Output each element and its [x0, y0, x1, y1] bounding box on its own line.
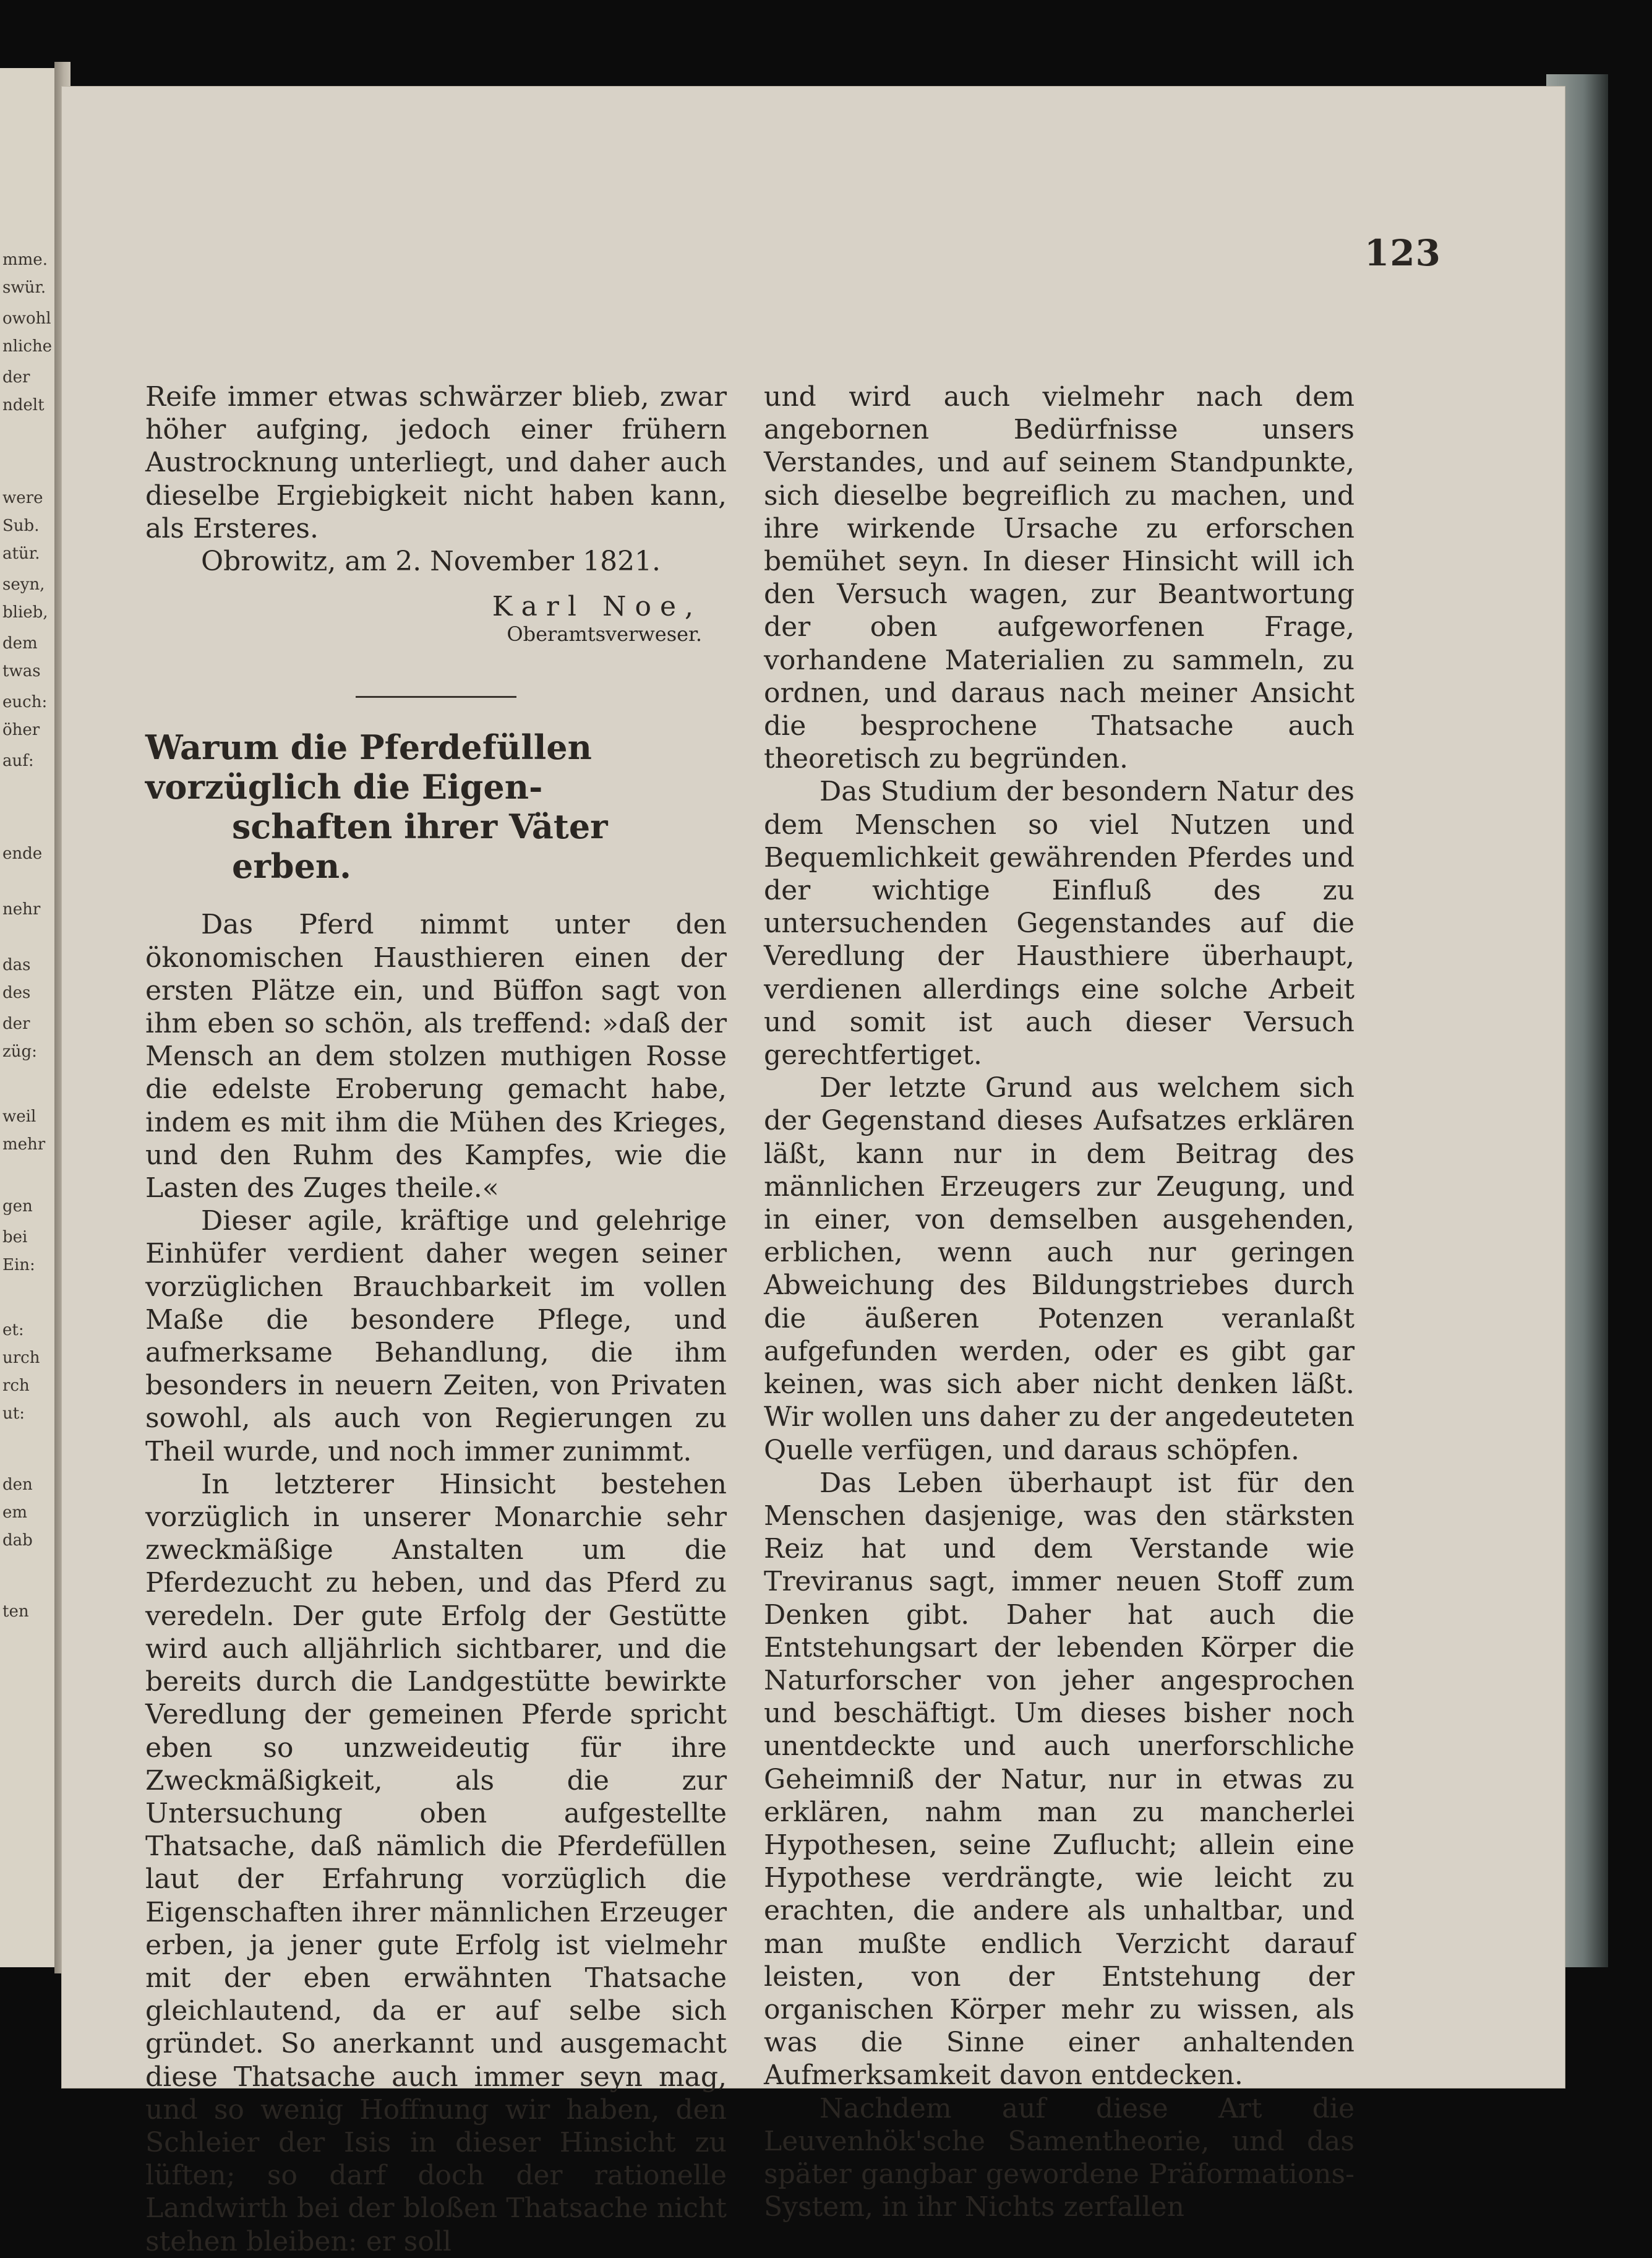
facing-page-fragment: nehr: [2, 900, 41, 919]
paragraph: Der letzte Grund aus welchem sich der Gegenstand dieses Aufsatzes erklären läßt, kann nur in dem Beitrag des männlichen Erzeugers zur Zeugung, und in einer, von demselben ausgehenden, erblichen, wenn auch nur geringen Abweichung des Bildungstriebes durch die äußeren Potenzen veranlaßt aufgefunden werden, oder es gibt gar keinen, was sich aber nicht denken läßt. Wir wollen uns daher zu der angedeuteten Quelle verfügen, und daraus schöpfen.: [764, 1072, 1355, 1466]
facing-page-fragment: auf:: [2, 752, 34, 770]
facing-page-fragment: ut:: [2, 1404, 25, 1423]
facing-page-fragment: der: [2, 1015, 30, 1033]
facing-page-fragment: gen: [2, 1197, 33, 1216]
facing-page-fragment: bei: [2, 1228, 28, 1247]
facing-page-fragment: Ein:: [2, 1256, 35, 1274]
facing-page-fragment: blieb,: [2, 603, 48, 622]
facing-page-fragment: das: [2, 956, 31, 974]
article-title: [145, 728, 727, 886]
paragraph: Dieser agile, kräftige und gelehrige Einhüfer verdient daher wegen seiner vorzüglichen Brauchbarkeit im vollen Maße die besondere Pflege, und aufmerksame Behandlung, die ihm besonders in neuern Zeiten, von Privaten sowohl, als auch von Regierungen zu Theil wurde, und noch immer zunimmt.: [145, 1205, 727, 1467]
paragraph: und wird auch vielmehr nach dem angebornen Bedürfnisse unsers Verstandes, und auf seinem Standpunkte, sich dieselbe begreiflich zu machen, und ihre wirkende Ursache zu erforschen bemühet seyn. In dieser Hinsicht will ich den Versuch wagen, zur Beantwortung der oben aufgeworfenen Frage, vorhandene Materialien zu sammeln, zu ordnen, und daraus nach meiner Ansicht die besprochene Thatsache auch theoretisch zu begründen.: [764, 381, 1355, 775]
facing-page-fragment: öher: [2, 721, 40, 739]
facing-page-fragment: züg:: [2, 1042, 37, 1061]
dateline: Obrowitz, am 2. November 1821.: [201, 546, 661, 578]
section-divider: [356, 696, 516, 698]
right-column: [764, 380, 1355, 2223]
facing-page-fragment: atür.: [2, 544, 40, 563]
continuation-paragraph: Reife immer etwas schwärzer blieb, zwar höher aufging, jedoch einer frühern Austrocknung unterliegt, und daher auch dieselbe Ergiebigkeit nicht haben kann, als Ersteres.: [145, 381, 727, 544]
facing-page-fragment: Sub.: [2, 517, 40, 535]
facing-page-fragment: mehr: [2, 1135, 46, 1154]
signature-name: Karl Noe,: [492, 591, 702, 623]
facing-page-fragment: ende: [2, 844, 43, 863]
article-title-line-2: schaften ihrer Väter erben.: [232, 807, 608, 886]
facing-page-fragment: dem: [2, 634, 38, 653]
signature-role: Oberamtsverweser.: [507, 622, 702, 646]
facing-page-fragment: dab: [2, 1531, 33, 1550]
paragraph: Nachdem auf diese Art die Leuvenhök'sche Samentheorie, und das später gangbar gewordene Präformations-System, in ihr Nichts zerfallen: [764, 2092, 1355, 2223]
facing-page-fragment: ndelt: [2, 396, 45, 414]
facing-page-fragment: euch:: [2, 693, 48, 711]
facing-page-fragment: twas: [2, 662, 41, 680]
paragraph: Das Pferd nimmt unter den ökonomischen Hausthieren einen der ersten Plätze ein, und Büffon sagt von ihm eben so schön, als treffend: »daß der Mensch an dem stolzen muthigen Rosse die edelste Eroberung gemacht habe, indem es mit ihm die Mühen des Krieges, und den Ruhm des Kampfes, wie die Lasten des Zuges theile.«: [145, 909, 727, 1204]
facing-page-fragment: et:: [2, 1321, 24, 1339]
facing-page-fragment: der: [2, 368, 30, 387]
facing-page-fragment: den: [2, 1475, 33, 1494]
left-column: [145, 380, 727, 2258]
facing-page-fragment: weil: [2, 1107, 36, 1126]
paragraph: Das Studium der besondern Natur des dem Menschen so viel Nutzen und Bequemlichkeit gewährenden Pferdes und der wichtige Einfluß des zu untersuchenden Gegenstandes auf die Veredlung der Hausthiere überhaupt, verdienen allerdings eine solche Arbeit und somit ist auch dieser Versuch gerechtfertiget.: [764, 776, 1355, 1071]
page-number: 123: [1364, 232, 1441, 274]
facing-page-fragment: seyn,: [2, 575, 45, 594]
facing-page-fragment: em: [2, 1503, 28, 1522]
facing-page-fragment: nliche: [2, 337, 53, 356]
article-title-line-1: Warum die Pferdefüllen vorzüglich die Eigen-: [145, 728, 592, 807]
facing-page-fragment: were: [2, 489, 43, 507]
facing-page-fragment: rch: [2, 1376, 30, 1395]
facing-page-fragment: urch: [2, 1349, 40, 1367]
paragraph: Das Leben überhaupt ist für den Menschen dasjenige, was den stärksten Reiz hat und dem Verstande wie Treviranus sagt, immer neuen Stoff zum Denken gibt. Daher hat auch die Entstehungsart der lebenden Körper die Naturforscher von jeher angesprochen und beschäftigt. Um dieses bisher noch unentdeckte und auch unerforschliche Geheimniß der Natur, nur in etwas zu erklären, nahm man zu mancherlei Hypothesen, seine Zuflucht; allein eine Hypothese verdrängte, wie leicht zu erachten, die andere als unhaltbar, und man mußte endlich Verzicht darauf leisten, von der Entstehung der organischen Körper mehr zu wissen, als was die Sinne einer anhaltenden Aufmerksamkeit davon entdecken.: [764, 1467, 1355, 2092]
facing-page-fragment: ten: [2, 1602, 29, 1621]
facing-page-fragment: mme.: [2, 251, 48, 269]
paragraph: In letzterer Hinsicht bestehen vorzüglich in unserer Monarchie sehr zweckmäßige Anstalten um die Pferdezucht zu heben, und das Pferd zu veredeln. Der gute Erfolg der Gestütte wird auch alljährlich sichtbarer, und die bereits durch die Landgestütte bewirkte Veredlung der gemeinen Pferde spricht eben so unzweideutig für ihre Zweckmäßigkeit, als die zur Untersuchung oben aufgestellte Thatsache, daß nämlich die Pferdefüllen laut der Erfahrung vorzüglich die Eigenschaften ihrer männlichen Erzeuger erben, ja jener gute Erfolg ist vielmehr mit der eben erwähnten Thatsache gleichlautend, da er auf selbe sich gründet. So anerkannt und ausgemacht diese Thatsache auch immer seyn mag, und so wenig Hoffnung wir haben, den Schleier der Isis in dieser Hinsicht zu lüften; so darf doch der rationelle Landwirth bei der bloßen Thatsache nicht stehen bleiben: er soll: [145, 1468, 727, 2257]
facing-page-edge: [0, 68, 62, 1967]
book-page: [62, 87, 1565, 2257]
facing-page-fragment: owohl: [2, 309, 51, 328]
facing-page-fragment: swür.: [2, 278, 46, 297]
facing-page-fragment: des: [2, 984, 31, 1002]
